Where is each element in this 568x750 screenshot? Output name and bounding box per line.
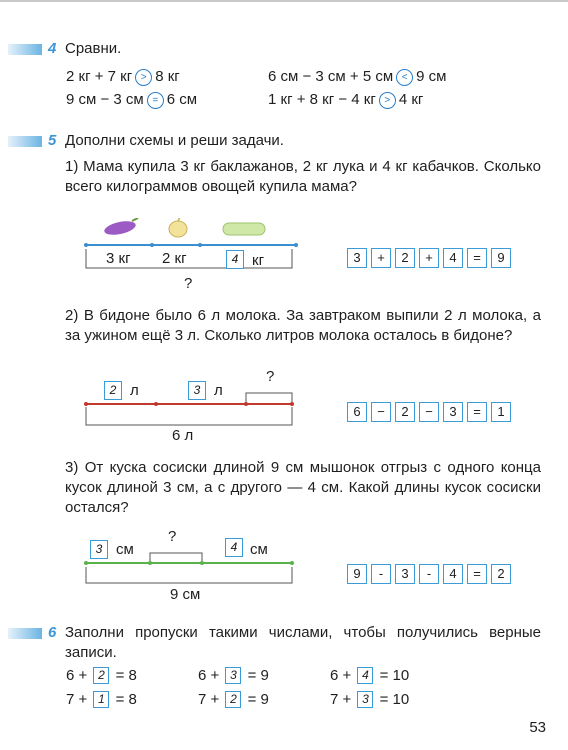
task-2-text: 2) В бидоне было 6 л молока. За завтраком выпили 2 л молока, а за ужином ещё 3 л. Сколько литров молока осталось в бидоне?: [65, 307, 541, 344]
total-brace: [86, 567, 292, 583]
expression: 2 кг + 7 кг: [66, 68, 133, 85]
onion-icon: [169, 221, 187, 237]
fill-item: 6 + 4 = 10: [330, 667, 410, 684]
task-2-question: ?: [266, 368, 275, 385]
eq-cell[interactable]: 6: [347, 402, 367, 422]
question-brace: [150, 553, 202, 562]
zucchini-icon: [223, 223, 265, 235]
compare-sign: <: [396, 69, 413, 86]
task-3-total: 9 см: [170, 586, 201, 603]
task-2-unit-2: л: [214, 382, 223, 399]
eq-cell[interactable]: −: [371, 402, 391, 422]
task-1-seg2-label: 2 кг: [162, 250, 187, 267]
expression: 8 кг: [155, 68, 180, 85]
compare-row-2: [66, 91, 197, 109]
expression: 6 см − 3 см + 5 см: [268, 68, 394, 85]
eq-cell[interactable]: =: [467, 564, 487, 584]
expression: 6 см: [166, 91, 198, 108]
task-3-scheme: [80, 545, 302, 590]
compare-sign: =: [147, 92, 164, 109]
task-2-total: 6 л: [172, 427, 194, 444]
task-2-box-2[interactable]: 3: [188, 381, 206, 400]
total-brace: [86, 407, 292, 425]
task-3-box-1[interactable]: 3: [90, 540, 108, 559]
answer-box[interactable]: 2: [93, 667, 109, 684]
fill-item: 7 + 2 = 9: [198, 691, 269, 708]
expression: 4 кг: [398, 91, 424, 108]
compare-row-1: [66, 68, 180, 86]
top-rule: [0, 0, 568, 2]
exercise-number: 6: [48, 624, 57, 641]
eq-cell[interactable]: −: [419, 402, 439, 422]
task-3-question: ?: [168, 528, 177, 545]
eq-cell[interactable]: 3: [395, 564, 415, 584]
fill-item: 7 + 3 = 10: [330, 691, 410, 708]
eggplant-icon: [103, 219, 137, 237]
eq-cell[interactable]: =: [467, 402, 487, 422]
exercise-5-title: Дополни схемы и реши задачи.: [65, 132, 284, 149]
compare-row-4: [268, 91, 423, 109]
answer-box[interactable]: 4: [357, 667, 373, 684]
answer-box[interactable]: 3: [225, 667, 241, 684]
eq-cell[interactable]: 2: [395, 402, 415, 422]
stem-icon: [132, 218, 138, 221]
task-1-seg3-box[interactable]: 4: [226, 250, 244, 269]
task-3-unit-1: см: [116, 541, 134, 558]
task-1-seg3-unit: кг: [252, 252, 265, 269]
eq-cell[interactable]: 9: [491, 248, 511, 268]
eq-cell[interactable]: +: [371, 248, 391, 268]
task-2-scheme: [80, 385, 302, 430]
eq-cell[interactable]: +: [419, 248, 439, 268]
eq-cell[interactable]: 2: [491, 564, 511, 584]
eq-cell[interactable]: 4: [443, 564, 463, 584]
expression: 9 см − 3 см: [66, 91, 144, 108]
task-3-text: 3) От куска сосиски длиной 9 см мышонок отгрыз с одного конца кусок длиной 3 см, а с другого — 4 см. Какой длины кусок сосиски остался?: [65, 459, 541, 516]
answer-box[interactable]: 3: [357, 691, 373, 708]
page-number: 53: [529, 719, 546, 736]
answer-box[interactable]: 2: [225, 691, 241, 708]
eq-cell[interactable]: 1: [491, 402, 511, 422]
compare-sign: >: [379, 92, 396, 109]
answer-box[interactable]: 1: [93, 691, 109, 708]
exercise-6-title: Заполни пропуски такими числами, чтобы получились верные записи.: [65, 624, 541, 661]
task-2-box-1[interactable]: 2: [104, 381, 122, 400]
compare-sign: >: [135, 69, 152, 86]
question-brace: [246, 393, 292, 403]
eq-cell[interactable]: -: [371, 564, 391, 584]
expression: 9 см: [416, 68, 447, 85]
eq-cell[interactable]: 4: [443, 248, 463, 268]
eq-cell[interactable]: 2: [395, 248, 415, 268]
exercise-number: 5: [48, 132, 57, 149]
task-1-text: 1) Мама купила 3 кг баклажанов, 2 кг лука и 4 кг кабачков. Сколько всего килограммов овощей купила мама?: [65, 158, 541, 195]
task-2-unit-1: л: [130, 382, 139, 399]
eq-cell[interactable]: 9: [347, 564, 367, 584]
expression: 1 кг + 8 кг − 4 кг: [268, 91, 376, 108]
fill-item: 6 + 2 = 8: [66, 667, 137, 684]
fill-item: 7 + 1 = 8: [66, 691, 137, 708]
task-3-unit-2: см: [250, 541, 268, 558]
task-1-seg1-label: 3 кг: [106, 250, 131, 267]
task-3-box-2[interactable]: 4: [225, 538, 243, 557]
exercise-number: 4: [48, 40, 57, 57]
compare-row-3: [268, 68, 446, 86]
eq-cell[interactable]: 3: [347, 248, 367, 268]
eq-cell[interactable]: -: [419, 564, 439, 584]
eq-cell[interactable]: 3: [443, 402, 463, 422]
exercise-4-title: Сравни.: [65, 40, 122, 57]
fill-item: 6 + 3 = 9: [198, 667, 269, 684]
task-1-question: ?: [184, 275, 193, 292]
eq-cell[interactable]: =: [467, 248, 487, 268]
